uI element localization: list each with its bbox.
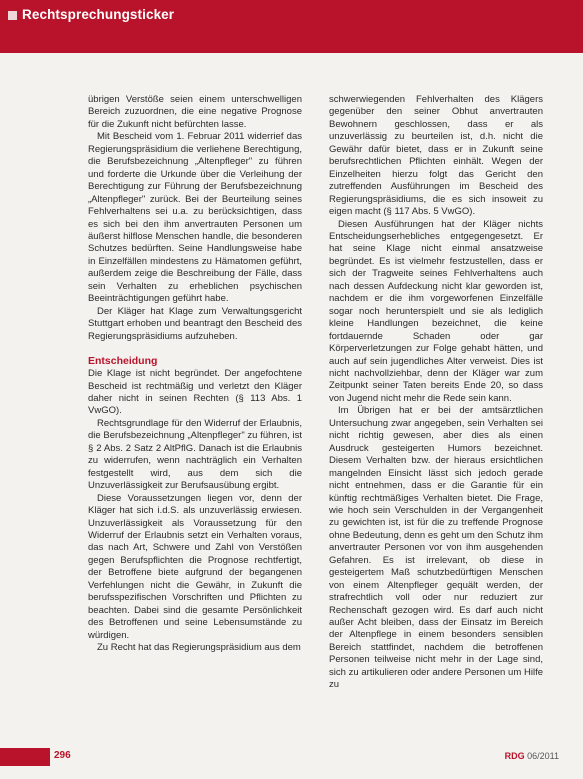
- header-bar: [0, 0, 583, 53]
- left-column: [88, 94, 302, 654]
- page-number: 296: [54, 750, 71, 761]
- paragraph: schwerwiegenden Fehlverhalten des Klägers gegenüber den seiner Obhut anvertrauten Bewohnern geschlossen, dass er als unzuverlässig zu beurteilen ist, d.h. nicht die Gewähr dafür bietet, dass er in Zukunft seine berufsrechtlichen Pflichten einhält. Wegen der Einzelheiten hierzu folgt das Gericht den zutreffenden Ausführungen im Bescheid des Regierungspräsidiums, die es sich insoweit zu eigen macht (§ 117 Abs. 5 VwGO).: [329, 94, 543, 218]
- journal-reference: [505, 751, 559, 761]
- paragraph: Diesen Ausführungen hat der Kläger nichts Entscheidungserhebliches entgegengesetzt. Er hat seine Klage nicht einmal ansatzweise begründet. Es ist vielmehr festzustellen, dass er sich der Tragweite seines Fehlverhaltens auch nach dessen Aufdeckung nicht klar geworden ist, nachdem er die ihm vorgeworfenen Einzelfälle sogar noch herunterspielt und sie als lediglich kleine Handlungen bezeichnet, die keine fortdauernde Schaden oder gar Körperverletzungen zur Folge gehabt hätten, und auch auf sein jugendliches Alter verweist. Dies ist nicht nachvollziehbar, denn der Kläger war zum Zeitpunkt seiner Taten bereits Ende 20, so dass von Jugend nicht mehr die Rede sein kann.: [329, 218, 543, 404]
- paragraph: Mit Bescheid vom 1. Februar 2011 widerrief das Regierungspräsidium die verliehene Berechtigung, die Berufsbezeichnung „Altenpfleger" zu führen und forderte die Urkunde über die Verleihung der Berechtigung zur Führung der Berufsbezeichnung „Altenpfleger" zurück. Bei der Beurteilung seines Fehlverhaltens sei u.a. zu berücksichtigen, dass es sich bei den ihm anvertrauten Personen um äußerst hilflose Menschen handle, die besonderen Schutzes bedürften. Seine Handlungsweise habe in Einzelfällen mindestens zu Hämatomen geführt, außerdem zeige die Beschreibung der Fälle, dass sein Verhalten zu erheblichen psychischen Beeinträchtigungen geführt habe.: [88, 131, 302, 305]
- paragraph: Die Klage ist nicht begründet. Der angefochtene Bescheid ist rechtmäßig und verletzt den Kläger daher nicht in seinen Rechten (§ 113 Abs. 1 VwGO).: [88, 368, 302, 417]
- paragraph: Im Übrigen hat er bei der amtsärztlichen Untersuchung zwar angegeben, sein Verhalten sei nicht richtig gewesen, aber dies als einen Ausdruck gesteigerten Humors bezeichnet. Diesem Verhalten bzw. der hieraus ersichtlichen mangelnden Einsicht lässt sich jedoch gerade nicht entnehmen, dass er die Garantie für ein künftig rechtmäßiges Verhalten bietet. Die Frage, wie hoch sein Verschulden in der Vergangenheit zu gewichten ist, ist für die zu treffende Prognose ohne Bedeutung, denn es geht um den Schutz ihm anvertrauter Personen vor von ihm ausgehenden Gefahren. Es ist irrelevant, ob diese in gesteigertem Maß schutzbedürftigen Menschen von einem Altenpfleger gequält werden, der strafrechtlich voll oder nur reduziert zur Rechenschaft gezogen wird. Es darf auch nicht außer Acht bleiben, dass der Einsatz im Bereich der Altenpflege in einem besonders sensiblen Bereich stattfindet, nachdem die betroffenen Personen teilweise nicht mehr in der Lage sind, sich zu artikulieren oder andere Personen um Hilfe zu: [329, 405, 543, 691]
- footer-accent-bar: [0, 748, 50, 766]
- journal-issue: 06/2011: [527, 751, 559, 761]
- journal-brand: RDG: [504, 751, 525, 761]
- paragraph: Rechtsgrundlage für den Widerruf der Erlaubnis, die Berufsbezeichnung „Altenpfleger" zu führen, ist § 2 Abs. 2 Satz 2 AltPflG. Danach ist die Erlaubnis zu widerrufen, wenn nachträglich ein Verhalten festgestellt wird, aus dem sich die Unzuverlässigkeit zur Berufsausübung ergibt.: [88, 417, 302, 492]
- paragraph: Der Kläger hat Klage zum Verwaltungsgericht Stuttgart erhoben und beantragt den Bescheid des Regierungspräsidiums aufzuheben.: [88, 305, 302, 342]
- section-title: Rechtsprechungsticker: [22, 7, 175, 22]
- header-square-icon: [8, 11, 17, 20]
- right-column: [329, 94, 543, 692]
- paragraph: Zu Recht hat das Regierungspräsidium aus dem: [97, 642, 301, 654]
- paragraph: Diese Voraussetzungen liegen vor, denn der Kläger hat sich i.d.S. als unzuverlässig erwiesen. Unzuverlässigkeit als Voraussetzung für den Widerruf der Erlaubnis setzt ein Verhalten voraus, das nach Art, Schwere und Zahl von Verstößen gegen Berufspflichten die Prognose rechtfertigt, der Betroffene biete aufgrund der begangenen Verfehlungen nicht die Gewähr, in Zukunft die berufsspezifischen Vorschriften und Pflichten zu beachten. Dabei sind die gesamte Persönlichkeit des Betroffenen und seine Lebensumstände zu würdigen.: [88, 492, 302, 641]
- paragraph: übrigen Verstöße seien einem unterschwelligen Bereich zuzuordnen, die eine negative Prognose für die Zukunft nicht befürchten lasse.: [88, 94, 302, 130]
- page-footer: [0, 748, 583, 779]
- section-heading: Entscheidung: [88, 355, 158, 368]
